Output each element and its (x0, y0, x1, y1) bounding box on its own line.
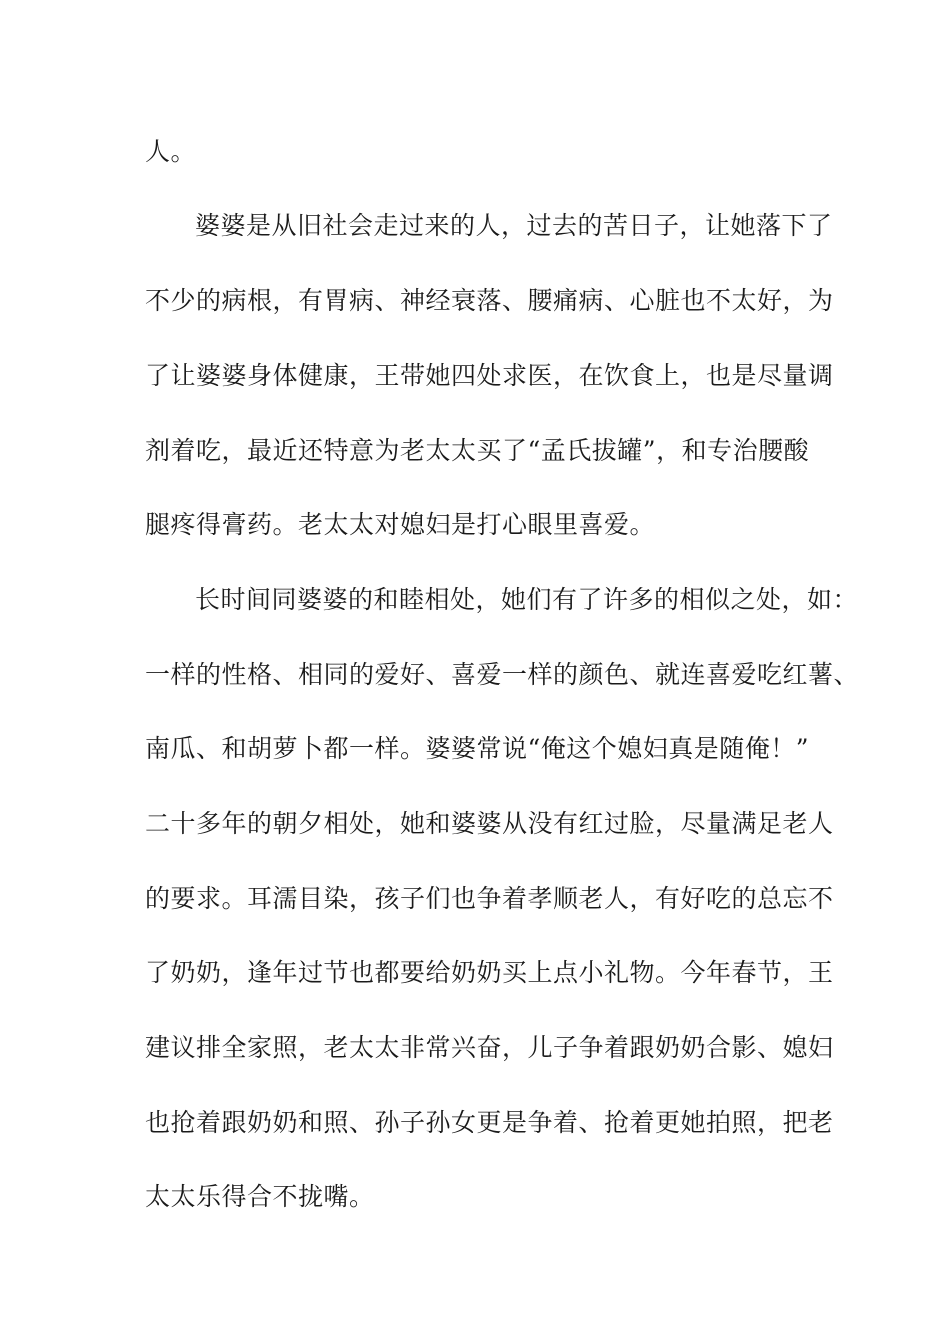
text-line: 太太乐得合不拢嘴。 (145, 1182, 375, 1211)
text-line: 建议排全家照，老太太非常兴奋，儿子争着跟奶奶合影、媳妇 (145, 1033, 834, 1062)
paragraph-start-line: 长时间同婆婆的和睦相处，她们有了许多的相似之处，如： (195, 585, 859, 614)
text-line: 人。 (145, 137, 197, 166)
text-line: 也抢着跟奶奶和照、孙子孙女更是争着、抢着更她拍照，把老 (145, 1108, 834, 1137)
text-line: 不少的病根，有胃病、神经衰落、腰痛病、心脏也不太好，为 (145, 286, 834, 315)
text-line: 二十多年的朝夕相处，她和婆婆从没有红过脸，尽量满足老人 (145, 809, 834, 838)
text-line: 的要求。耳濡目染，孩子们也争着孝顺老人，有好吃的总忘不 (145, 884, 834, 913)
text-line: 剂着吃，最近还特意为老太太买了“孟氏拔罐”，和专治腰酸 (145, 436, 810, 465)
text-line: 一样的性格、相同的爱好、喜爱一样的颜色、就连喜爱吃红薯、 (145, 660, 860, 689)
text-line: 腿疼得膏药。老太太对媳妇是打心眼里喜爱。 (145, 510, 656, 539)
text-line: 南瓜、和胡萝卜都一样。婆婆常说“俺这个媳妇真是随俺！” (145, 734, 810, 763)
paragraph-start-line: 婆婆是从旧社会走过来的人，过去的苦日子，让她落下了 (195, 211, 833, 240)
text-line: 了让婆婆身体健康，王带她四处求医，在饮食上，也是尽量调 (145, 361, 834, 390)
text-line: 了奶奶，逢年过节也都要给奶奶买上点小礼物。今年春节，王 (145, 958, 834, 987)
